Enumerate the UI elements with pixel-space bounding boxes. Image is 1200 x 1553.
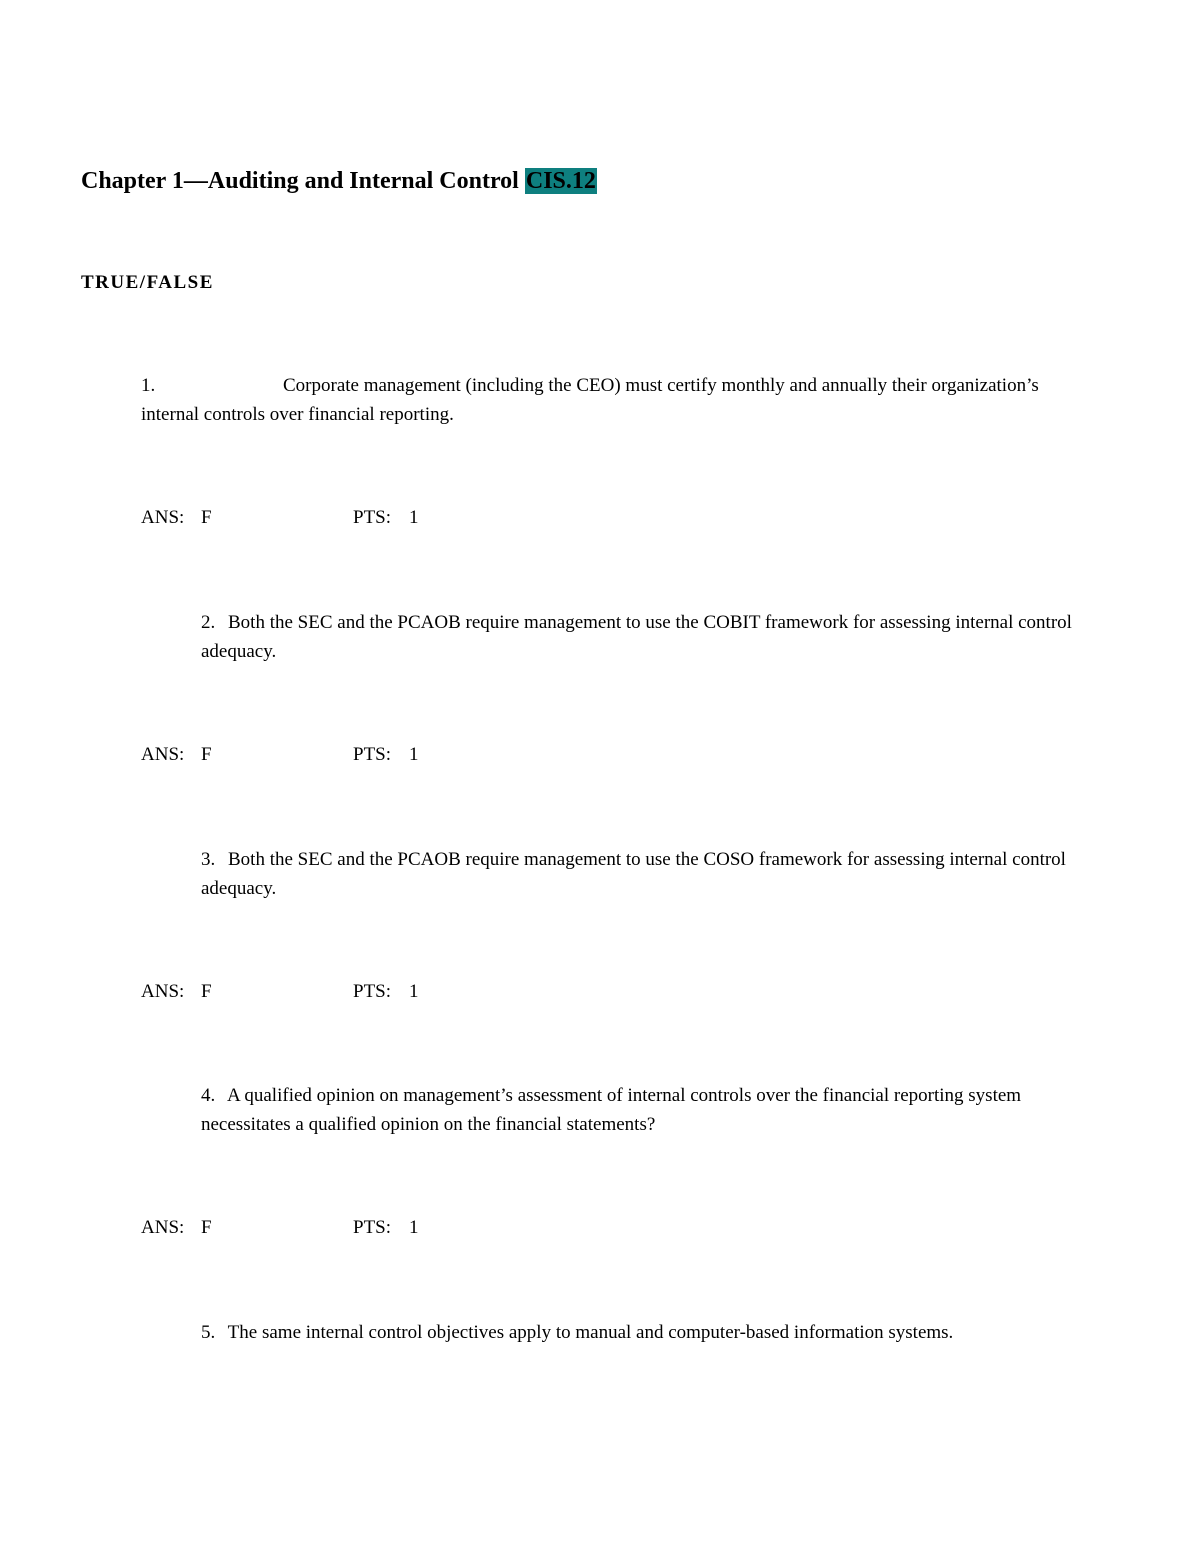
question-3: [201, 845, 1081, 903]
pts-value: 1: [409, 744, 419, 765]
ans-label: ANS:: [141, 1217, 185, 1238]
chapter-code-highlight: CIS.12: [525, 168, 596, 194]
answer-line-2: [141, 742, 419, 768]
question-text: A qualified opinion on management’s assessment of internal controls over the financial reporting system necessitates a qualified opinion on the financial statements?: [201, 1085, 1022, 1135]
answer-line-4: [141, 1215, 419, 1241]
question-text: Both the SEC and the PCAOB require management to use the COSO framework for assessing internal control adequacy.: [201, 849, 1066, 899]
question-5: [201, 1318, 1101, 1347]
question-1: [141, 371, 1041, 429]
chapter-title-text: Chapter 1—Auditing and Internal Control: [81, 168, 519, 194]
question-number: 3.: [201, 849, 216, 870]
question-text: Corporate management (including the CEO) must certify monthly and annually their organization’s internal controls over financial reporting.: [141, 375, 1039, 425]
question-number: 5.: [201, 1322, 216, 1343]
pts-value: 1: [409, 507, 419, 528]
ans-value: F: [201, 744, 212, 765]
pts-label: PTS:: [353, 1217, 392, 1238]
question-text: Both the SEC and the PCAOB require management to use the COBIT framework for assessing internal control adequacy.: [201, 612, 1072, 662]
pts-value: 1: [409, 981, 419, 1002]
question-number: 1.: [141, 375, 156, 396]
question-text: The same internal control objectives apply to manual and computer-based information systems.: [227, 1322, 954, 1343]
pts-value: 1: [409, 1217, 419, 1238]
ans-label: ANS:: [141, 981, 185, 1002]
ans-value: F: [201, 1217, 212, 1238]
pts-label: PTS:: [353, 981, 392, 1002]
pts-label: PTS:: [353, 744, 392, 765]
ans-label: ANS:: [141, 507, 185, 528]
answer-line-1: [141, 505, 419, 531]
question-4: [201, 1081, 1081, 1139]
ans-label: ANS:: [141, 744, 185, 765]
ans-value: F: [201, 507, 212, 528]
answer-line-3: [141, 979, 419, 1005]
section-heading: TRUE/FALSE: [81, 272, 214, 293]
pts-label: PTS:: [353, 507, 392, 528]
chapter-title: [81, 164, 597, 198]
question-2: [201, 608, 1081, 666]
ans-value: F: [201, 981, 212, 1002]
question-number: 4.: [201, 1085, 216, 1106]
question-number: 2.: [201, 612, 216, 633]
